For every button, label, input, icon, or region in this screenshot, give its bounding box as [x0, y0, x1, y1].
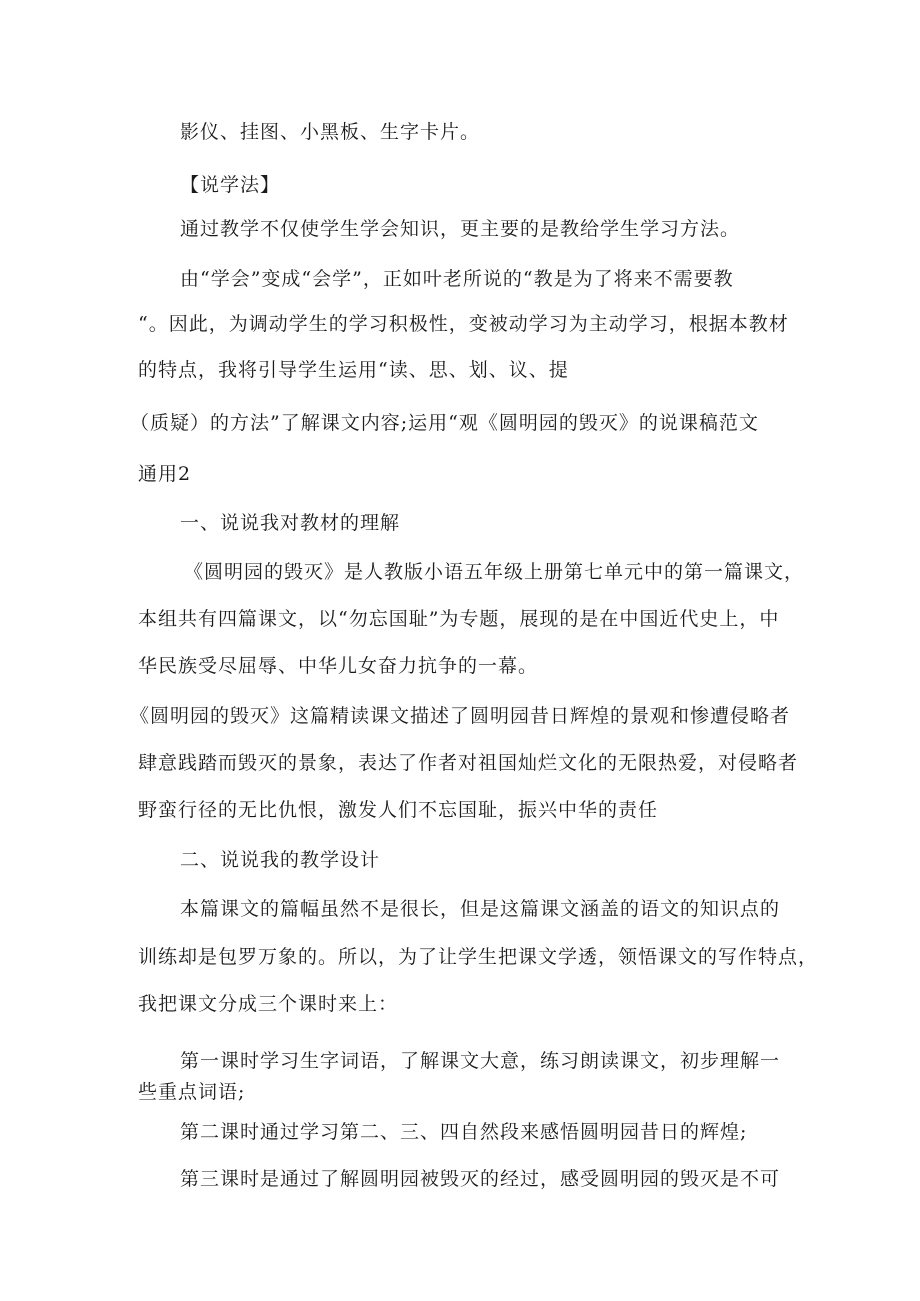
text-line: 本篇课文的篇幅虽然不是很长，但是这篇课文涵盖的语文的知识点的	[180, 898, 781, 920]
text-line: 第一课时学习生字词语，了解课文大意，练习朗读课文，初步理解一	[180, 1050, 781, 1072]
text-line: 的特点，我将引导学生运用“读、思、划、议、提	[138, 359, 569, 381]
section-heading: 一、说说我对教材的理解	[180, 512, 401, 534]
text-line: 训练却是包罗万象的。所以，为了让学生把课文学透，领悟课文的写作特点，	[138, 946, 819, 968]
text-line: 些重点词语;	[138, 1081, 246, 1103]
text-line: 本组共有四篇课文，以“勿忘国耻”为专题，展现的是在中国近代史上，中	[138, 608, 780, 630]
text-line: 第三课时是通过了解圆明园被毁灭的经过，感受圆明园的毁灭是不可	[180, 1168, 781, 1190]
text-line: “。因此，为调动学生的学习积极性，变被动学习为主动学习，根据本教材	[138, 313, 789, 335]
text-line: 《圆明园的毁灭》这篇精读课文描述了圆明园昔日辉煌的景观和惨遭侵略者	[130, 705, 791, 727]
text-line: 野蛮行径的无比仇恨，激发人们不忘国耻，振兴中华的责任	[138, 799, 659, 821]
text-line: 通用2	[138, 463, 192, 485]
section-heading: 【说学法】	[180, 174, 281, 196]
text-line: 通过教学不仅使学生学会知识，更主要的是教给学生学习方法。	[180, 218, 741, 240]
text-line: （质疑）的方法”了解课文内容;运用“观《圆明园的毁灭》的说课稿范文	[130, 412, 759, 434]
text-line: 我把课文分成三个课时来上：	[138, 993, 399, 1015]
text-line: 由“学会”变成“会学”，正如叶老所说的“教是为了将来不需要教	[180, 268, 734, 290]
section-heading: 二、说说我的教学设计	[180, 849, 381, 871]
text-line: 华民族受尽屈辱、中华儿女奋力抗争的一幕。	[138, 655, 539, 677]
text-line: 肆意践踏而毁灭的景象，表达了作者对祖国灿烂文化的无限热爱，对侵略者	[138, 752, 799, 774]
text-line: 第二课时通过学习第二、三、四自然段来感悟圆明园昔日的辉煌;	[180, 1121, 748, 1143]
text-line: 影仪、挂图、小黑板、生字卡片。	[180, 121, 481, 143]
text-line: 《圆明园的毁灭》是人教版小语五年级上册第七单元中的第一篇课文，	[184, 561, 805, 583]
